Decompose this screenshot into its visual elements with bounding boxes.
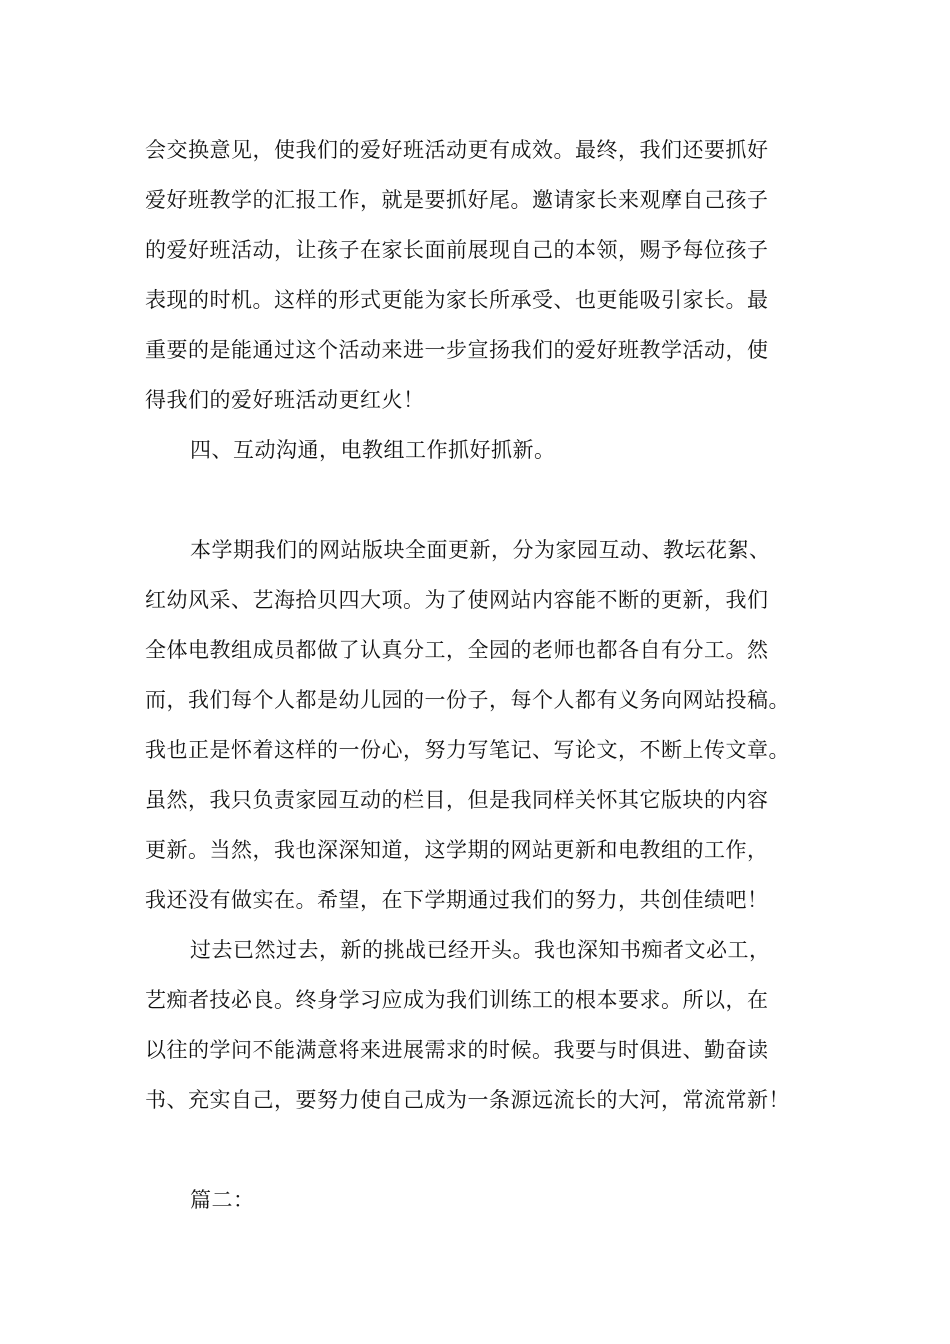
section-heading-4: 四、互动沟通，电教组工作抓好抓新。 bbox=[190, 438, 556, 462]
paragraph-2-line-7: 更新。当然，我也深深知道，这学期的网站更新和电教组的工作， bbox=[145, 838, 769, 862]
paragraph-2-line-2: 红幼风采、艺海拾贝四大项。为了使网站内容能不断的更新，我们 bbox=[145, 588, 769, 612]
paragraph-1-line-4: 表现的时机。这样的形式更能为家长所承受、也更能吸引家长。最 bbox=[145, 288, 769, 312]
paragraph-1-line-3: 的爱好班活动，让孩子在家长面前展现自己的本领，赐予每位孩子 bbox=[145, 238, 769, 262]
paragraph-2-line-3: 全体电教组成员都做了认真分工，全园的老师也都各自有分工。然 bbox=[145, 638, 769, 662]
paragraph-1-line-6: 得我们的爱好班活动更红火！ bbox=[145, 388, 425, 412]
paragraph-2-line-8: 我还没有做实在。希望，在下学期通过我们的努力，共创佳绩吧！ bbox=[145, 888, 769, 912]
paragraph-3-line-3: 以往的学问不能满意将来进展需求的时候。我要与时俱进、勤奋读 bbox=[145, 1038, 769, 1062]
paragraph-1-line-5: 重要的是能通过这个活动来进一步宣扬我们的爱好班教学活动，使 bbox=[145, 338, 769, 362]
paragraph-2-line-1: 本学期我们的网站版块全面更新，分为家园互动、教坛花絮、 bbox=[190, 538, 771, 562]
paragraph-2-line-5: 我也正是怀着这样的一份心，努力写笔记、写论文，不断上传文章。 bbox=[145, 738, 790, 762]
section-label: 篇二： bbox=[190, 1188, 255, 1212]
paragraph-2-line-4: 而，我们每个人都是幼儿园的一份子，每个人都有义务向网站投稿。 bbox=[145, 688, 790, 712]
paragraph-3-line-1: 过去已然过去，新的挑战已经开头。我也深知书痴者文必工， bbox=[190, 938, 771, 962]
paragraph-2-line-6: 虽然，我只负责家园互动的栏目，但是我同样关怀其它版块的内容 bbox=[145, 788, 769, 812]
paragraph-3-line-4: 书、充实自己，要努力使自己成为一条源远流长的大河，常流常新！ bbox=[145, 1088, 790, 1112]
paragraph-1-line-2: 爱好班教学的汇报工作，就是要抓好尾。邀请家长来观摩自己孩子 bbox=[145, 188, 769, 212]
paragraph-1-line-1: 会交换意见，使我们的爱好班活动更有成效。最终，我们还要抓好 bbox=[145, 138, 769, 162]
paragraph-3-line-2: 艺痴者技必良。终身学习应成为我们训练工的根本要求。所以，在 bbox=[145, 988, 769, 1012]
